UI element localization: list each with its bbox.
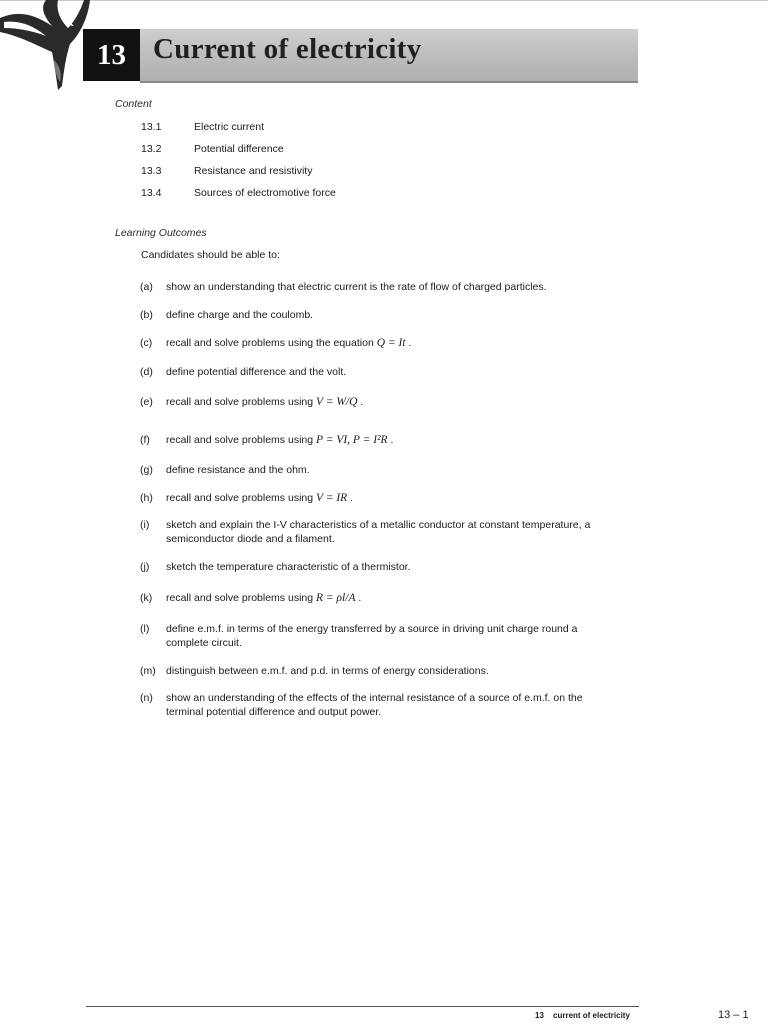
outcome-text: distinguish between e.m.f. and p.d. in terms of energy considerations.: [166, 665, 489, 677]
content-item-number: 13.3: [141, 165, 162, 177]
outcome-text: recall and solve problems using P = VI, P = I²R .: [166, 434, 394, 446]
outcome-letter: (d): [140, 366, 153, 378]
content-item-title: Potential difference: [194, 143, 284, 155]
top-rule: [0, 0, 768, 1]
outcome-letter: (m): [140, 665, 156, 677]
outcome-letter: (a): [140, 281, 153, 293]
outcome-letter: (j): [140, 561, 150, 573]
content-item-number: 13.2: [141, 143, 162, 155]
page-number: 13 – 1: [718, 1009, 749, 1021]
outcome-letter: (e): [140, 396, 153, 408]
outcome-text: recall and solve problems using the equation Q = It .: [166, 337, 412, 349]
content-item-number: 13.4: [141, 187, 162, 199]
outcome-text: define charge and the coulomb.: [166, 309, 314, 321]
outcome-text: recall and solve problems using V = W/Q .: [166, 396, 364, 408]
outcome-letter: (n): [140, 692, 153, 704]
learning-outcomes-label: Learning Outcomes: [115, 227, 207, 239]
outcome-text: define resistance and the ohm.: [166, 464, 310, 476]
outcome-text: recall and solve problems using V = IR .: [166, 492, 354, 504]
outcome-letter: (f): [140, 434, 150, 446]
outcomes-intro: Candidates should be able to:: [141, 249, 280, 261]
chapter-number: 13: [83, 29, 140, 81]
outcome-text: define potential difference and the volt.: [166, 366, 347, 378]
content-item-number: 13.1: [141, 121, 162, 133]
content-item-title: Electric current: [194, 121, 265, 133]
outcome-text: define e.m.f. in terms of the energy transferred by a source in driving unit charge round a complete circuit.: [166, 623, 578, 649]
footer-chapter-number: 13: [535, 1011, 544, 1020]
footer-chapter-title: current of electricity: [553, 1011, 630, 1020]
outcome-text: sketch and explain the I-V characteristics of a metallic conductor at constant temperature, a semiconductor diode and a filament.: [166, 519, 591, 545]
chapter-title: Current of electricity: [153, 33, 422, 65]
outcome-letter: (b): [140, 309, 153, 321]
outcome-letter: (k): [140, 592, 153, 604]
outcome-letter: (i): [140, 519, 150, 531]
outcome-text: recall and solve problems using R = ρl/A .: [166, 592, 362, 604]
outcome-letter: (h): [140, 492, 153, 504]
content-item-title: Resistance and resistivity: [194, 165, 313, 177]
outcome-text: show an understanding of the effects of the internal resistance of a source of e.m.f. on the terminal potential difference and output power.: [166, 692, 583, 718]
outcome-letter: (g): [140, 464, 153, 476]
footer-rule: [86, 1006, 639, 1007]
outcome-letter: (c): [140, 337, 153, 349]
content-item-title: Sources of electromotive force: [194, 187, 336, 199]
outcome-text: sketch the temperature characteristic of a thermistor.: [166, 561, 411, 573]
outcome-letter: (l): [140, 623, 150, 635]
outcome-text: show an understanding that electric current is the rate of flow of charged particles.: [166, 281, 547, 293]
bird-ornament-icon: [0, 0, 100, 95]
content-label: Content: [115, 98, 152, 110]
